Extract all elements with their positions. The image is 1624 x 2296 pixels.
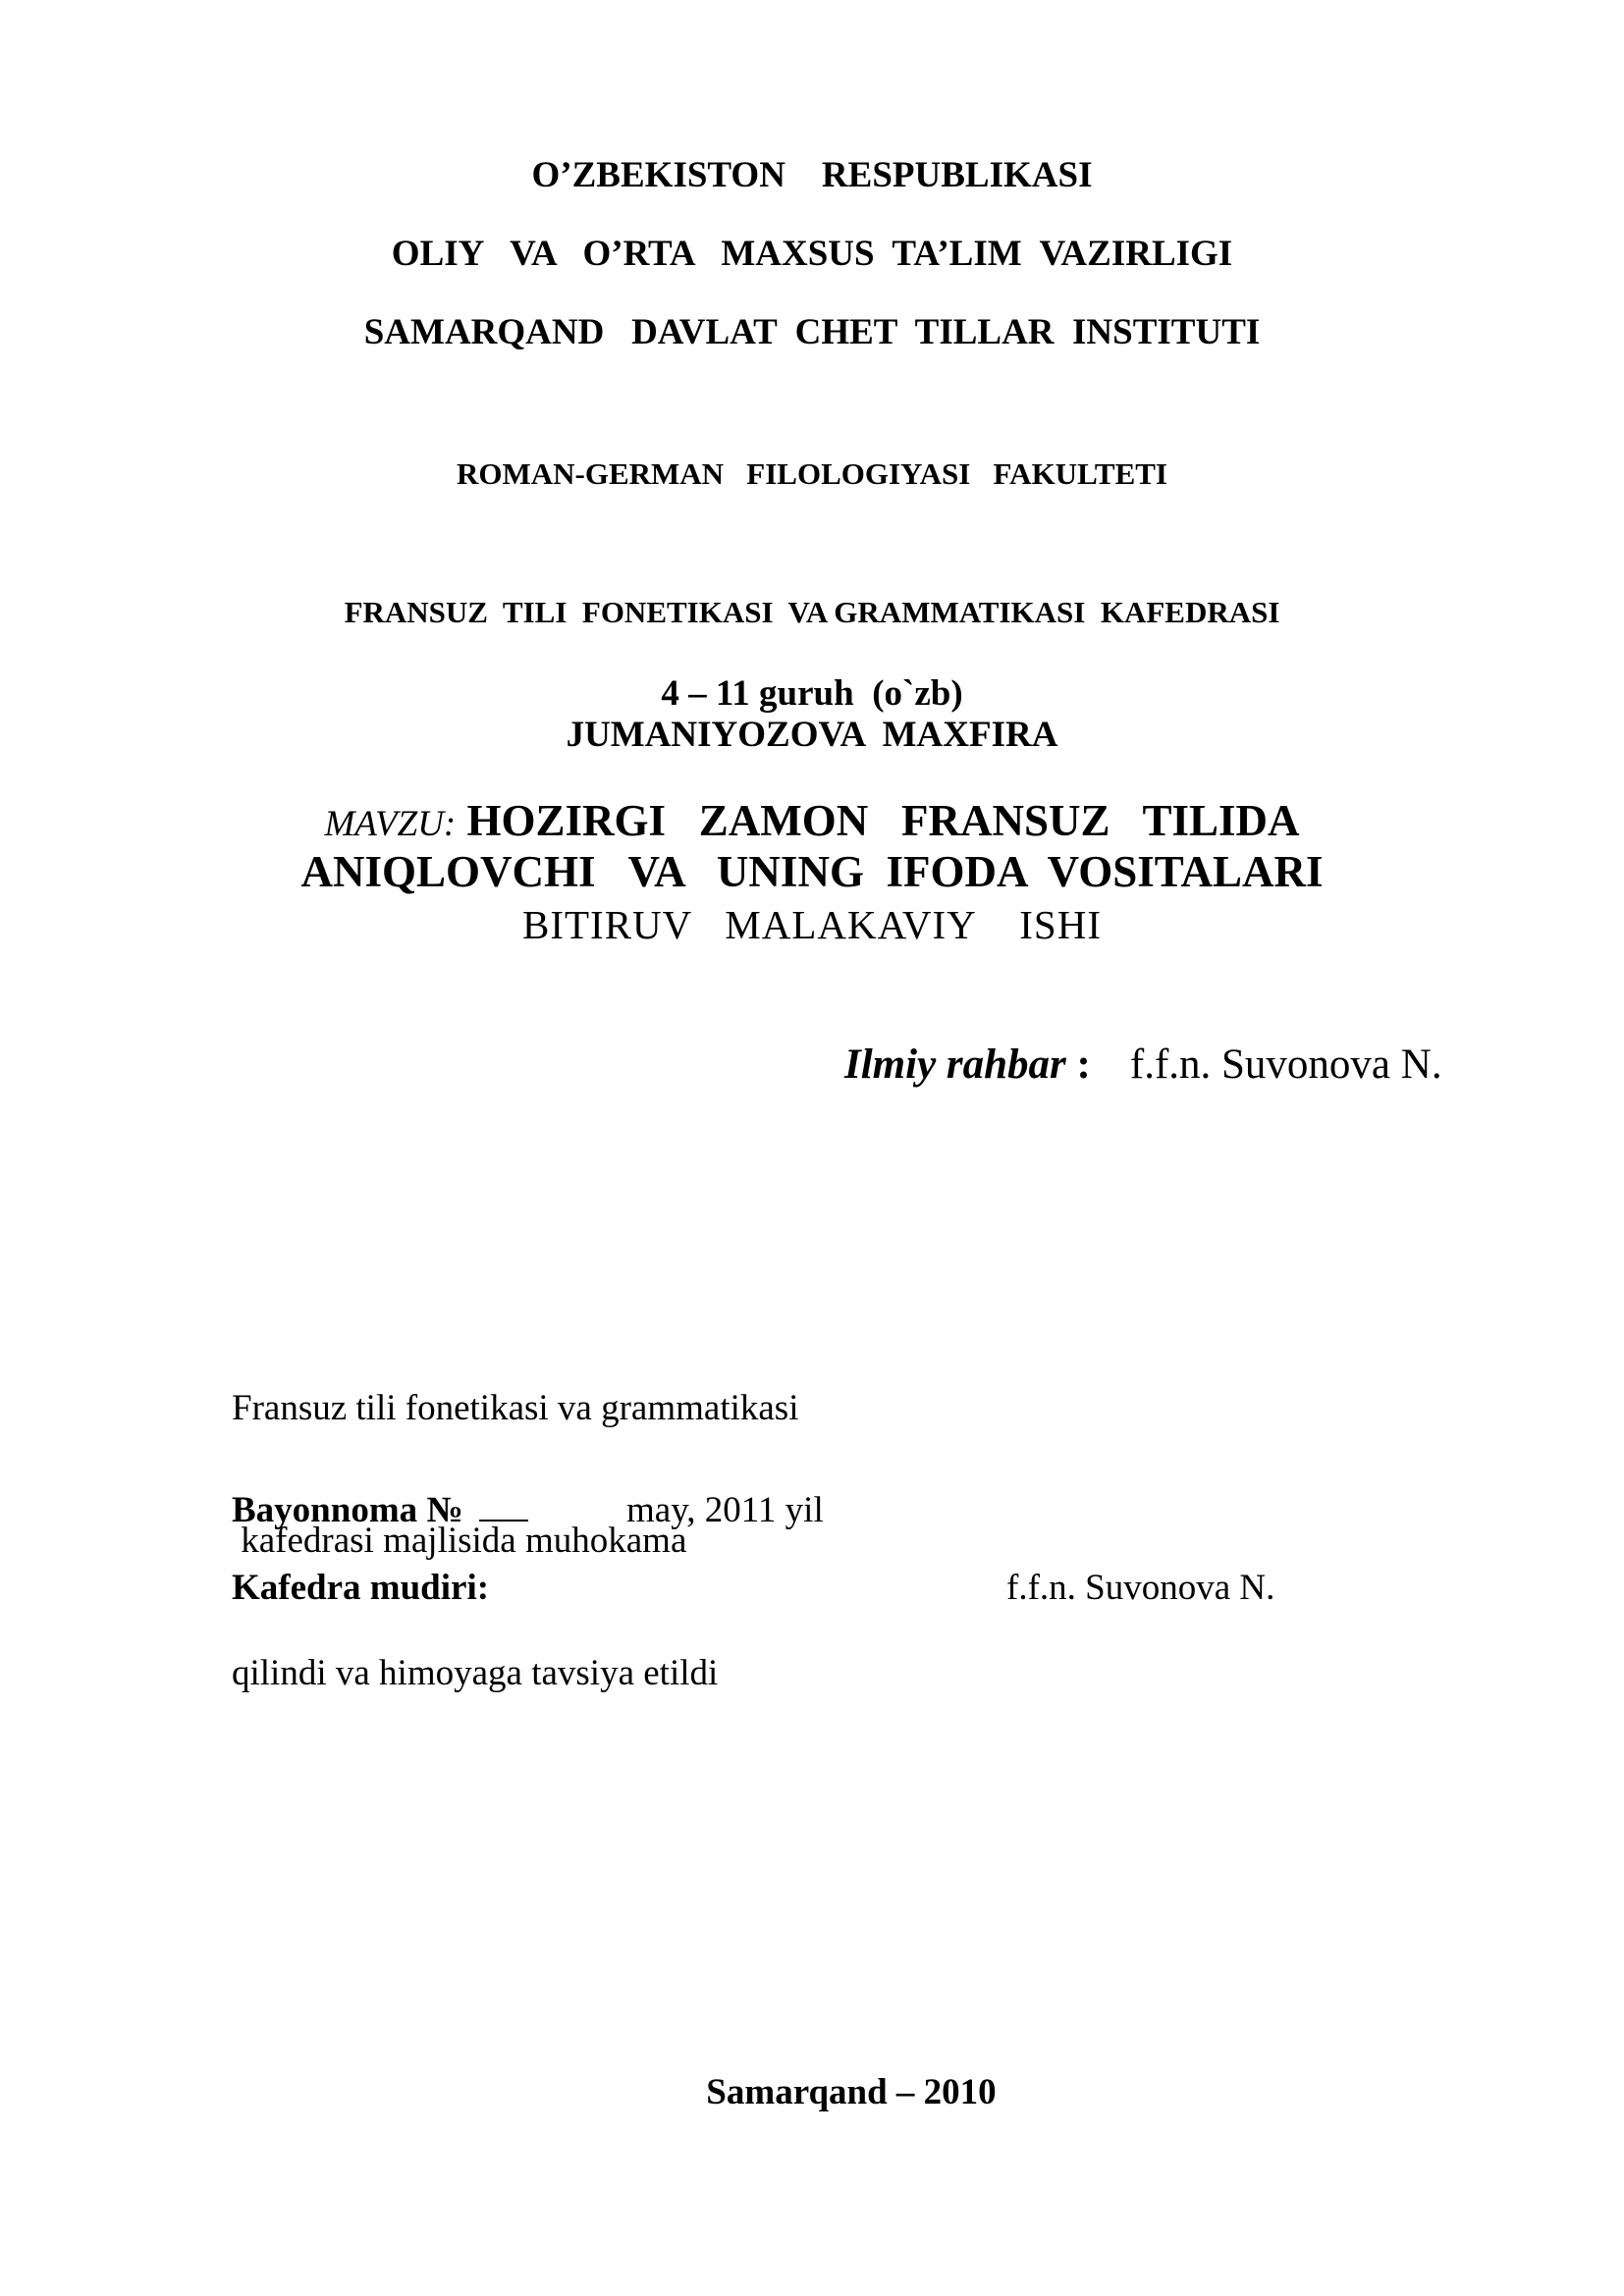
department-head-name: f.f.n. Suvonova N. [1006, 1568, 1275, 1608]
topic-line-1 [0, 795, 1624, 846]
supervisor-line [844, 1041, 1442, 1089]
topic-title-part-1: HOZIRGI ZAMON FRANSUZ TILIDA [456, 796, 1300, 845]
protocol-number-blank [479, 1490, 528, 1522]
supervisor-name: f.f.n. Suvonova N. [1129, 1041, 1442, 1088]
department-head-label: Kafedra mudiri: [232, 1568, 490, 1608]
protocol-label: Bayonnoma № [232, 1490, 463, 1530]
department-heading: FRANSUZ TILI FONETIKASI VA GRAMMATIKASI KAFEDRASI [344, 595, 1280, 629]
student-name: JUMANIYOZOVA MAXFIRA [566, 715, 1058, 755]
institute-heading: SAMARQAND DAVLAT CHET TILLAR INSTITUTI [363, 312, 1261, 352]
discussion-line-2: kafedrasi majlisida muhokama [232, 1521, 687, 1561]
place-year: Samarqand – 2010 [706, 2072, 997, 2112]
discussion-line-3: qilindi va himoyaga tavsiya etildi [232, 1653, 719, 1693]
republic-heading: O’ZBEKISTON RESPUBLIKASI [531, 155, 1093, 195]
protocol-date: may, 2011 yil [626, 1490, 824, 1530]
student-group: 4 – 11 guruh (o`zb) [661, 673, 963, 714]
supervisor-colon: : [1065, 1041, 1091, 1088]
faculty-heading: ROMAN-GERMAN FILOLOGIYASI FAKULTETI [456, 456, 1167, 491]
topic-title-part-2: ANIQLOVCHI VA UNING IFODA VOSITALARI [300, 847, 1324, 896]
discussion-note [232, 1298, 798, 1784]
topic-label: MAVZU: [324, 804, 457, 844]
ministry-heading: OLIY VA O’RTA MAXSUS TA’LIM VAZIRLIGI [391, 234, 1233, 274]
discussion-line-1: Fransuz tili fonetikasi va grammatikasi [232, 1388, 799, 1428]
work-type: BITIRUV MALAKAVIY ISHI [522, 902, 1102, 947]
supervisor-label: Ilmiy rahbar [844, 1041, 1066, 1088]
protocol-line [232, 1489, 528, 1531]
